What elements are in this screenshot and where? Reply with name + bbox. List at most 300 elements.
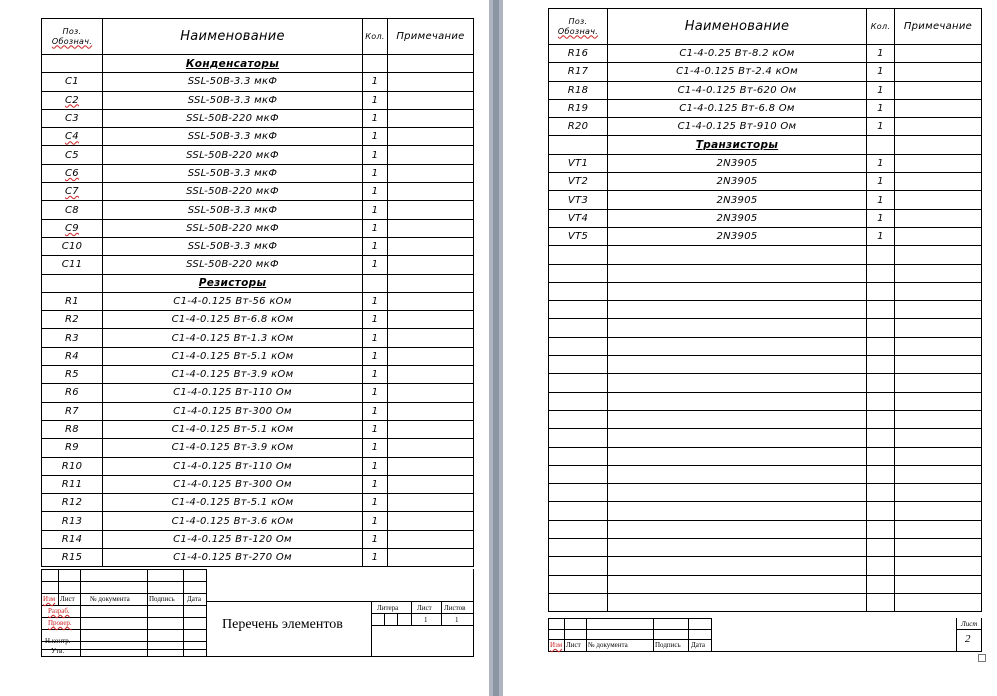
pos-cell [549, 593, 608, 611]
name-cell: SSL-50B-3.3 мкФ [103, 91, 363, 109]
name-cell: SSL-50B-220 мкФ [103, 146, 363, 164]
pos-cell: R15 [42, 549, 103, 567]
name-cell: C1-4-0.125 Вт-6.8 Ом [608, 99, 867, 117]
stamp-sign-label: Подпись [149, 595, 175, 603]
note-cell [895, 557, 982, 575]
table-row [42, 457, 474, 475]
stamp-doc-label: № документа [90, 595, 130, 603]
name-cell: C1-4-0.125 Вт-1.3 кОм [103, 329, 363, 347]
name-cell: C1-4-0.125 Вт-5.1 кОм [103, 494, 363, 512]
name-cell [608, 410, 867, 428]
name-cell: 2N3905 [608, 209, 867, 227]
pos-cell [549, 484, 608, 502]
name-cell: C1-4-0.125 Вт-3.9 кОм [103, 439, 363, 457]
qty-cell: 1 [867, 99, 895, 117]
empty-row [549, 502, 982, 520]
empty-row [549, 447, 982, 465]
note-cell [388, 329, 474, 347]
qty-cell [867, 337, 895, 355]
note-cell [895, 99, 982, 117]
pos-cell: C4 [42, 128, 103, 146]
note-cell [895, 136, 982, 154]
note-cell [388, 55, 474, 73]
name-cell [608, 246, 867, 264]
table-row [549, 45, 982, 63]
qty-cell: 1 [363, 439, 388, 457]
qty-cell [867, 356, 895, 374]
qty-cell: 1 [363, 73, 388, 91]
qty-cell: 1 [363, 329, 388, 347]
name-cell: C1-4-0.125 Вт-3.9 кОм [103, 366, 363, 384]
name-cell [608, 429, 867, 447]
name-cell [608, 374, 867, 392]
name-cell: SSL-50B-220 мкФ [103, 219, 363, 237]
stamp-date-label: Дата [187, 595, 201, 603]
pos-cell: C9 [42, 219, 103, 237]
title-block-page-1 [41, 569, 474, 657]
pos-cell: R16 [549, 45, 608, 63]
empty-row [549, 429, 982, 447]
empty-row [549, 264, 982, 282]
name-cell: 2N3905 [608, 154, 867, 172]
note-cell [895, 282, 982, 300]
qty-cell: 1 [363, 256, 388, 274]
pos-cell [549, 447, 608, 465]
stamp-razrab-label: Разраб. [48, 607, 70, 615]
pos-cell [549, 246, 608, 264]
table-header-row [549, 9, 982, 45]
note-cell [895, 539, 982, 557]
pos-cell: R9 [42, 439, 103, 457]
note-cell [895, 154, 982, 172]
pos-cell: R7 [42, 402, 103, 420]
name-cell: SSL-50B-3.3 мкФ [103, 128, 363, 146]
pos-cell [549, 410, 608, 428]
name-cell: C1-4-0.125 Вт-910 Ом [608, 118, 867, 136]
pos-cell: C1 [42, 73, 103, 91]
name-cell [608, 465, 867, 483]
name-cell: C1-4-0.125 Вт-620 Ом [608, 81, 867, 99]
note-cell [895, 191, 982, 209]
note-cell [895, 63, 982, 81]
table-row [549, 173, 982, 191]
stamp-sheet-value: 2 [965, 633, 971, 645]
name-cell [608, 319, 867, 337]
name-cell [608, 575, 867, 593]
section-row [549, 136, 982, 154]
table-row [42, 73, 474, 91]
qty-cell [867, 593, 895, 611]
note-cell [388, 457, 474, 475]
table-row [42, 256, 474, 274]
table-row [42, 329, 474, 347]
pos-cell [549, 282, 608, 300]
stamp-sheets-label: Листов [444, 604, 466, 612]
pos-cell: R19 [549, 99, 608, 117]
qty-cell [867, 502, 895, 520]
qty-cell: 1 [363, 128, 388, 146]
name-cell: C1-4-0.125 Вт-110 Ом [103, 457, 363, 475]
pos-cell: R20 [549, 118, 608, 136]
pos-cell: R13 [42, 512, 103, 530]
table-row [549, 209, 982, 227]
qty-cell [867, 484, 895, 502]
note-cell [895, 173, 982, 191]
empty-row [549, 374, 982, 392]
note-cell [895, 337, 982, 355]
name-cell: C1-4-0.125 Вт-56 кОм [103, 292, 363, 310]
empty-row [549, 246, 982, 264]
qty-cell: 1 [363, 237, 388, 255]
name-cell: 2N3905 [608, 227, 867, 245]
empty-row [549, 465, 982, 483]
qty-cell: 1 [867, 154, 895, 172]
qty-cell: 1 [867, 118, 895, 136]
name-cell: C1-4-0.125 Вт-6.8 кОм [103, 311, 363, 329]
note-cell [895, 118, 982, 136]
empty-row [549, 484, 982, 502]
stamp-sheet-label: Лист [417, 604, 432, 612]
note-cell [388, 366, 474, 384]
empty-row [549, 337, 982, 355]
note-cell [388, 439, 474, 457]
table-row [42, 91, 474, 109]
note-cell [895, 575, 982, 593]
pos-cell: R1 [42, 292, 103, 310]
note-cell [895, 227, 982, 245]
qty-cell [867, 520, 895, 538]
qty-cell: 1 [363, 512, 388, 530]
pos-cell: R11 [42, 475, 103, 493]
qty-cell: 1 [363, 494, 388, 512]
pos-cell: R12 [42, 494, 103, 512]
note-cell [388, 183, 474, 201]
note-cell [388, 201, 474, 219]
table-row [42, 512, 474, 530]
qty-cell [867, 465, 895, 483]
pos-cell: R14 [42, 530, 103, 548]
section-row [42, 55, 474, 73]
pos-cell: VT2 [549, 173, 608, 191]
pos-cell: C8 [42, 201, 103, 219]
name-cell: C1-4-0.125 Вт-5.1 кОм [103, 420, 363, 438]
table-row [42, 109, 474, 127]
pos-cell: C11 [42, 256, 103, 274]
qty-cell: 1 [363, 201, 388, 219]
name-cell [608, 356, 867, 374]
note-cell [388, 237, 474, 255]
table-row [549, 191, 982, 209]
name-cell: C1-4-0.125 Вт-120 Ом [103, 530, 363, 548]
name-cell: C1-4-0.125 Вт-270 Ом [103, 549, 363, 567]
table-row [42, 475, 474, 493]
note-cell [895, 81, 982, 99]
name-cell: C1-4-0.25 Вт-8.2 кОм [608, 45, 867, 63]
stamp-izm-label: Изм [550, 641, 563, 649]
name-cell: C1-4-0.125 Вт-5.1 кОм [103, 347, 363, 365]
qty-cell [867, 374, 895, 392]
name-cell [608, 484, 867, 502]
name-cell: SSL-50B-3.3 мкФ [103, 73, 363, 91]
qty-cell: 1 [363, 146, 388, 164]
note-cell [388, 292, 474, 310]
table-row [42, 128, 474, 146]
stamp-litera-label: Литера [377, 604, 399, 612]
note-cell [388, 128, 474, 146]
table-resize-handle-icon[interactable] [978, 654, 986, 662]
pos-cell [549, 429, 608, 447]
pos-cell [549, 136, 608, 154]
qty-cell: 1 [867, 227, 895, 245]
pos-cell: C5 [42, 146, 103, 164]
name-cell: 2N3905 [608, 173, 867, 191]
qty-cell: 1 [867, 191, 895, 209]
pos-cell: C2 [42, 91, 103, 109]
qty-cell [867, 557, 895, 575]
document-page-2 [503, 0, 997, 696]
pos-cell [549, 392, 608, 410]
note-cell [388, 347, 474, 365]
qty-cell: 1 [867, 63, 895, 81]
pos-cell [549, 264, 608, 282]
name-cell [608, 301, 867, 319]
table-row [42, 494, 474, 512]
header-qty-cell: Кол. [363, 19, 388, 55]
empty-row [549, 392, 982, 410]
section-row [42, 274, 474, 292]
pos-cell [42, 274, 103, 292]
qty-cell: 1 [363, 164, 388, 182]
header-note-cell: Примечание [895, 9, 982, 45]
table-row [42, 183, 474, 201]
stamp-utv-label: Утв. [51, 647, 65, 655]
name-cell [608, 447, 867, 465]
section-title: Резисторы [103, 274, 363, 292]
qty-cell [867, 429, 895, 447]
empty-row [549, 319, 982, 337]
name-cell [608, 392, 867, 410]
pos-cell: R3 [42, 329, 103, 347]
name-cell: SSL-50B-220 мкФ [103, 256, 363, 274]
note-cell [388, 402, 474, 420]
qty-cell: 1 [867, 45, 895, 63]
name-cell: C1-4-0.125 Вт-300 Ом [103, 475, 363, 493]
element-list-table-page-1 [41, 18, 474, 567]
table-row [42, 366, 474, 384]
pos-cell: C6 [42, 164, 103, 182]
pos-cell: R2 [42, 311, 103, 329]
pos-cell [549, 374, 608, 392]
stamp-sheet-label: Лист [961, 620, 978, 628]
note-cell [895, 465, 982, 483]
pos-cell: C7 [42, 183, 103, 201]
header-name-cell: Наименование [608, 9, 867, 45]
table-row [42, 311, 474, 329]
table-row [42, 219, 474, 237]
stamp-sheet-value: 1 [424, 616, 428, 624]
document-title: Перечень элементов [222, 617, 343, 632]
section-title: Конденсаторы [103, 55, 363, 73]
table-row [42, 402, 474, 420]
table-row [42, 201, 474, 219]
empty-row [549, 410, 982, 428]
table-row [42, 549, 474, 567]
qty-cell [867, 246, 895, 264]
stamp-list-label: Лист [566, 641, 581, 649]
pos-cell [549, 356, 608, 374]
note-cell [388, 219, 474, 237]
pos-cell: R17 [549, 63, 608, 81]
note-cell [895, 429, 982, 447]
name-cell: C1-4-0.125 Вт-300 Ом [103, 402, 363, 420]
pos-cell: VT4 [549, 209, 608, 227]
name-cell [608, 557, 867, 575]
name-cell [608, 282, 867, 300]
note-cell [388, 109, 474, 127]
qty-cell: 1 [867, 209, 895, 227]
title-block-page-2 [548, 618, 982, 652]
stamp-date-label: Дата [691, 641, 705, 649]
qty-cell [363, 55, 388, 73]
table-row [42, 439, 474, 457]
stamp-sign-label: Подпись [655, 641, 681, 649]
note-cell [895, 264, 982, 282]
section-title: Транзисторы [608, 136, 867, 154]
qty-cell: 1 [363, 549, 388, 567]
name-cell: SSL-50B-220 мкФ [103, 109, 363, 127]
qty-cell: 1 [363, 347, 388, 365]
qty-cell: 1 [363, 475, 388, 493]
table-row [549, 154, 982, 172]
table-row [42, 420, 474, 438]
table-row [549, 81, 982, 99]
pos-cell: C10 [42, 237, 103, 255]
note-cell [388, 549, 474, 567]
stamp-sheets-value: 1 [455, 616, 459, 624]
note-cell [895, 484, 982, 502]
table-row [42, 292, 474, 310]
table-row [549, 227, 982, 245]
note-cell [388, 475, 474, 493]
note-cell [895, 593, 982, 611]
qty-cell [867, 392, 895, 410]
pos-cell: C3 [42, 109, 103, 127]
table-row [42, 384, 474, 402]
header-name-cell: Наименование [103, 19, 363, 55]
empty-row [549, 282, 982, 300]
pos-cell: R4 [42, 347, 103, 365]
table-row [549, 118, 982, 136]
qty-cell: 1 [363, 91, 388, 109]
pos-cell: VT1 [549, 154, 608, 172]
name-cell: SSL-50B-3.3 мкФ [103, 237, 363, 255]
qty-cell [867, 136, 895, 154]
note-cell [388, 73, 474, 91]
name-cell [608, 539, 867, 557]
document-page-1 [27, 0, 489, 696]
note-cell [895, 374, 982, 392]
name-cell: C1-4-0.125 Вт-2.4 кОм [608, 63, 867, 81]
pos-cell [549, 520, 608, 538]
qty-cell: 1 [867, 173, 895, 191]
qty-cell: 1 [363, 219, 388, 237]
note-cell [388, 311, 474, 329]
table-row [42, 530, 474, 548]
name-cell: SSL-50B-3.3 мкФ [103, 164, 363, 182]
note-cell [895, 520, 982, 538]
qty-cell: 1 [363, 420, 388, 438]
page-gap [489, 0, 503, 696]
name-cell [608, 502, 867, 520]
qty-cell: 1 [363, 292, 388, 310]
stamp-nkontr-label: Н.контр. [45, 637, 71, 645]
header-pos-cell: Поз. Обознач. [549, 9, 608, 45]
pos-cell [549, 575, 608, 593]
name-cell: C1-4-0.125 Вт-3.6 кОм [103, 512, 363, 530]
pos-cell: R18 [549, 81, 608, 99]
element-list-table-page-2 [548, 8, 982, 612]
note-cell [388, 146, 474, 164]
pos-cell [549, 539, 608, 557]
pos-cell [549, 465, 608, 483]
empty-row [549, 593, 982, 611]
qty-cell: 1 [363, 457, 388, 475]
qty-cell: 1 [363, 109, 388, 127]
note-cell [388, 256, 474, 274]
pos-cell [549, 337, 608, 355]
qty-cell [867, 319, 895, 337]
pos-cell: R10 [42, 457, 103, 475]
pos-cell: VT3 [549, 191, 608, 209]
table-row [549, 99, 982, 117]
note-cell [388, 494, 474, 512]
note-cell [895, 502, 982, 520]
pos-cell: R5 [42, 366, 103, 384]
stamp-list-label: Лист [60, 595, 75, 603]
qty-cell: 1 [363, 384, 388, 402]
qty-cell [867, 539, 895, 557]
empty-row [549, 301, 982, 319]
note-cell [388, 164, 474, 182]
note-cell [895, 45, 982, 63]
table-header-row [42, 19, 474, 55]
note-cell [895, 301, 982, 319]
table-row [549, 63, 982, 81]
qty-cell [867, 301, 895, 319]
empty-row [549, 557, 982, 575]
empty-row [549, 520, 982, 538]
name-cell [608, 264, 867, 282]
header-pos-cell: Поз. Обознач. [42, 19, 103, 55]
stamp-prover-label: Провер. [48, 619, 72, 627]
pos-cell [42, 55, 103, 73]
qty-cell [867, 282, 895, 300]
table-row [42, 237, 474, 255]
empty-row [549, 356, 982, 374]
name-cell: SSL-50B-3.3 мкФ [103, 201, 363, 219]
note-cell [388, 384, 474, 402]
qty-cell: 1 [363, 311, 388, 329]
qty-cell [867, 264, 895, 282]
pos-cell [549, 319, 608, 337]
name-cell: SSL-50B-220 мкФ [103, 183, 363, 201]
note-cell [388, 274, 474, 292]
note-cell [895, 319, 982, 337]
name-cell: 2N3905 [608, 191, 867, 209]
header-qty-cell: Кол. [867, 9, 895, 45]
name-cell [608, 593, 867, 611]
name-cell [608, 337, 867, 355]
